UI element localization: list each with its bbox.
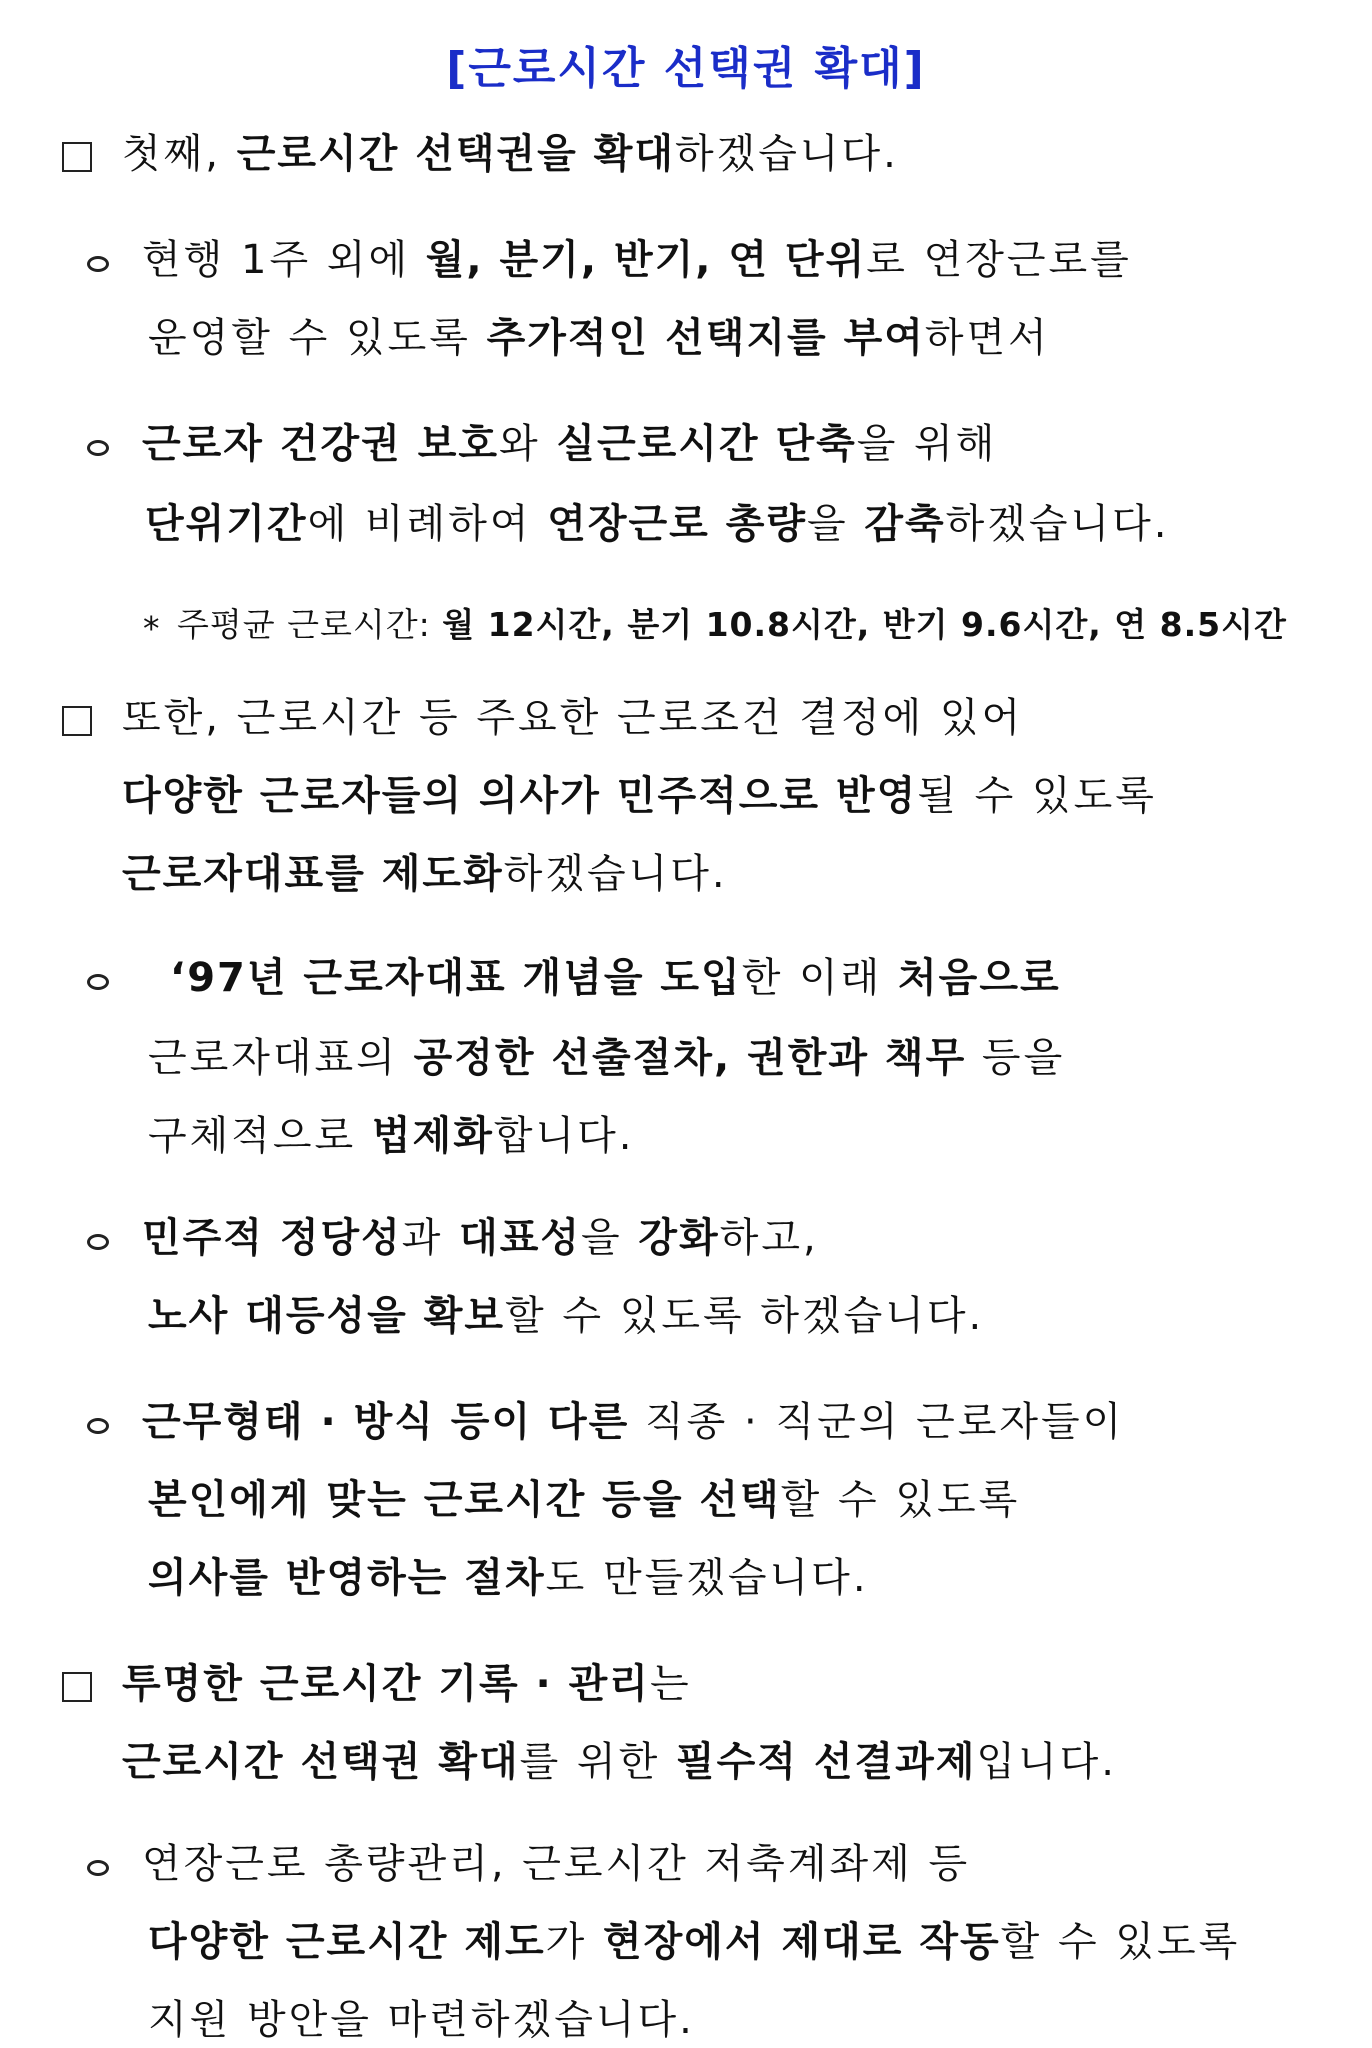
- emphasized-text: 근로시간 선택권을 확대: [236, 131, 675, 177]
- emphasized-text: 민주적 정당성: [142, 1215, 402, 1261]
- emphasized-text: 근로자대표를 제도화: [122, 851, 504, 897]
- emphasized-text: 단위기간: [145, 501, 308, 547]
- body-text: 하면서: [924, 315, 1050, 361]
- body-text: 할 수 있도록: [780, 1477, 1021, 1523]
- emphasized-text: 의사를 반영하는 절차: [148, 1555, 546, 1601]
- emphasized-text: 근무형태 · 방식 등이 다른: [142, 1399, 630, 1445]
- paragraph-line: [148, 1472, 1020, 1528]
- body-text: 할 수 있도록: [1000, 1919, 1241, 1965]
- body-text: 을: [806, 501, 865, 547]
- emphasized-text: 근로자 건강권 보호: [142, 421, 499, 467]
- circle-bullet-icon: [87, 1418, 109, 1434]
- paragraph-line: [122, 1734, 1117, 1790]
- paragraph-line: [122, 1656, 692, 1712]
- body-text: 가: [545, 1919, 603, 1965]
- paragraph-line: [122, 768, 1157, 824]
- paragraph-line: [148, 1992, 695, 2048]
- body-text: 지원 방안을 마련하겠습니다.: [148, 1997, 695, 2043]
- paragraph-line: [142, 1210, 819, 1266]
- body-text: 운영할 수 있도록: [148, 315, 487, 361]
- circle-bullet-icon: [87, 1860, 109, 1876]
- emphasized-text: 법제화: [371, 1113, 494, 1159]
- paragraph-line: [148, 1108, 634, 1164]
- page-title: [근로시간 선택권 확대]: [446, 43, 926, 94]
- footnote-asterisk: *: [143, 609, 161, 648]
- emphasized-text: 월, 분기, 반기, 연 단위: [425, 237, 867, 283]
- body-text: 하겠습니다.: [945, 501, 1170, 547]
- square-bullet-icon: [62, 706, 92, 736]
- body-text: 구체적으로: [148, 1113, 372, 1159]
- emphasized-text: 실근로시간 단축: [556, 421, 857, 467]
- body-text: 로 연장근로를: [866, 237, 1132, 283]
- emphasized-text: 노사 대등성을 확보: [148, 1293, 505, 1339]
- body-text: 와: [498, 421, 557, 467]
- body-text: 연장근로 총량관리, 근로시간 저축계좌제 등: [142, 1841, 971, 1887]
- emphasized-text: 강화: [638, 1215, 720, 1261]
- paragraph-line: [122, 126, 899, 182]
- body-text: 과: [401, 1215, 460, 1261]
- circle-bullet-icon: [87, 1234, 109, 1250]
- body-text: 한 이래: [741, 955, 899, 1001]
- circle-bullet-icon: [87, 974, 109, 990]
- emphasized-text: 필수적 선결과제: [675, 1739, 977, 1785]
- paragraph-line: [148, 310, 1050, 366]
- body-text: 될 수 있도록: [917, 773, 1157, 819]
- body-text: 는: [649, 1661, 692, 1707]
- body-text: 에 비례하여: [307, 501, 548, 547]
- body-text: 하겠습니다.: [503, 851, 728, 897]
- body-text: 입니다.: [976, 1739, 1118, 1785]
- emphasized-text: 본인에게 맞는 근로시간 등을 선택: [148, 1477, 781, 1523]
- emphasized-text: 현장에서 제대로 작동: [602, 1919, 1001, 1965]
- footnote-line: [177, 602, 1287, 648]
- emphasized-text: 공정한 선출절차, 권한과 책무: [413, 1035, 967, 1081]
- paragraph-line: [148, 1030, 1065, 1086]
- body-text: 근로자대표의: [148, 1035, 414, 1081]
- square-bullet-icon: [62, 142, 92, 172]
- body-text: 할 수 있도록 하겠습니다.: [504, 1293, 985, 1339]
- paragraph-line: [142, 416, 997, 472]
- paragraph-line: [122, 846, 728, 902]
- body-text: 첫째,: [122, 131, 237, 177]
- paragraph-line: [145, 496, 1170, 552]
- emphasized-text: 감축: [864, 501, 946, 547]
- paragraph-line: [122, 690, 1023, 746]
- paragraph-line: [142, 1394, 1124, 1450]
- body-text: 주평균 근로시간:: [177, 605, 443, 644]
- paragraph-line: [148, 1288, 984, 1344]
- emphasized-text: 추가적인 선택지를 부여: [486, 315, 925, 361]
- emphasized-text: 연장근로 총량: [547, 501, 807, 547]
- body-text: 을 위해: [856, 421, 998, 467]
- body-text: 하고,: [719, 1215, 819, 1261]
- paragraph-line: [148, 1914, 1240, 1970]
- body-text: 현행 1주 외에: [142, 237, 426, 283]
- emphasized-text: 월 12시간, 분기 10.8시간, 반기 9.6시간, 연 8.5시간: [442, 605, 1287, 644]
- body-text: 합니다.: [493, 1113, 635, 1159]
- body-text: 하겠습니다.: [674, 131, 899, 177]
- emphasized-text: 근로시간 선택권 확대: [122, 1739, 520, 1785]
- body-text: 또한, 근로시간 등 주요한 근로조건 결정에 있어: [122, 695, 1024, 741]
- circle-bullet-icon: [87, 256, 109, 272]
- body-text: 등을: [966, 1035, 1066, 1081]
- paragraph-line: [142, 1836, 970, 1892]
- emphasized-text: 다양한 근로자들의 의사가 민주적으로 반영: [122, 773, 918, 819]
- emphasized-text: 처음으로: [898, 955, 1061, 1001]
- emphasized-text: 대표성: [459, 1215, 582, 1261]
- paragraph-line: [142, 232, 1132, 288]
- emphasized-text: 투명한 근로시간 기록 · 관리: [122, 1661, 650, 1707]
- body-text: 를 위한: [519, 1739, 676, 1785]
- circle-bullet-icon: [87, 440, 109, 456]
- body-text: 을: [581, 1215, 639, 1261]
- emphasized-text: 다양한 근로시간 제도: [148, 1919, 546, 1965]
- square-bullet-icon: [62, 1672, 92, 1702]
- emphasized-text: ‘97년 근로자대표 개념을 도입: [170, 955, 742, 1001]
- body-text: 도 만들겠습니다.: [545, 1555, 869, 1601]
- paragraph-line: [148, 1550, 869, 1606]
- body-text: 직종 · 직군의 근로자들이: [629, 1399, 1125, 1445]
- paragraph-line: [170, 950, 1061, 1006]
